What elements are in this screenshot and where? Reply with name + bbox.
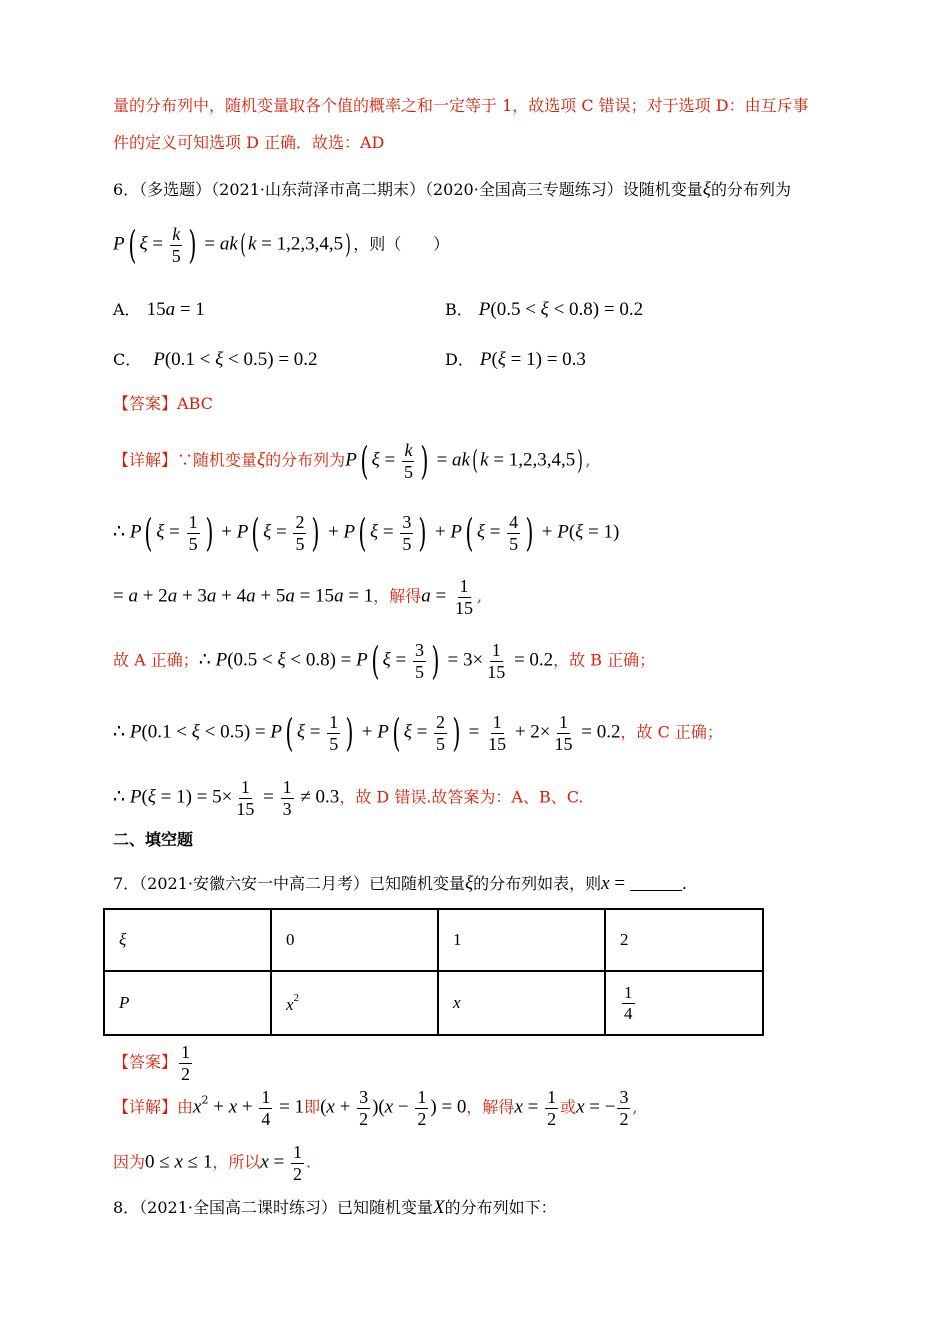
table-cell: P [104,971,271,1035]
q6-sum-line: ∴ P( ξ = $\frac{1}{5}$ ) + P( ξ = $\frac{2}{5}$ ) + P( ξ = $\frac{3}{5}$ ) + P( ξ = $\frac{4}{5}$ ) + P(ξ = 1) [113,511,620,556]
q7-conclusion: 因为0 ≤ x ≤ 1，所以x = $\frac{1}{2}$ . [113,1142,312,1184]
table-cell: $x^2$ [271,971,438,1035]
q7-answer: 【答案】 $\frac{1}{2}$ [113,1042,191,1084]
table-cell: ξ [104,909,271,971]
answer-blank [630,874,682,891]
q7-stem: 7．（2021·安徽六安一中高二月考）已知随机变量ξ的分布列如表，则x = . [113,873,687,894]
table-cell: 1 [438,909,605,971]
table-row [104,971,763,1035]
section-title: 二、填空题 [113,830,194,849]
prev-solution-line-2: 件的定义可知选项 D 正确．故选：AD [113,133,385,152]
q7-detail: 【详解】由$x^2 + x$ + $\frac{1}{4}$ = 1即(x + $\frac{3}{2}$ )(x − $\frac{1}{2}$ ) = 0，解得x = $\frac{1}{2}$ 或x = − $\frac{3}{2}$ , [113,1087,638,1129]
q6-c-line: ∴ P(0.1 < ξ < 0.5) = P( ξ = $\frac{1}{5}$ ) + P( ξ = $\frac{2}{5}$ ) = $\frac{1}{15}$ + 2× $\frac{1}{15}$ = 0.2，故 C 正确； [113,711,723,756]
table-cell: 0 [271,909,438,971]
q6-formula: P( ξ = $\frac{k}{5}$ ) = ak( k = 1,2,3,4,5) ，则（ ） [113,223,450,268]
q6-stem: 6．（多选题）（2021·山东菏泽市高二期末）（2020·全国高三专题练习）设随机变量ξ的分布列为 [113,179,791,200]
table-cell: x [438,971,605,1035]
table-cell: $\frac{1}{4}$ [605,971,763,1035]
table-cell: 2 [605,909,763,971]
q6-b-line: 故 A 正确；∴ P(0.5 < ξ < 0.8) = P( ξ = $\frac{3}{5}$ ) = 3× $\frac{1}{15}$ = 0.2，故 B 正确； [113,639,656,684]
option-d: D． P(ξ = 1) = 0.3 [445,349,586,370]
option-a: A． 15a = 1 [113,299,205,320]
distribution-table [103,908,764,1036]
q6-answer: 【答案】ABC [113,394,213,413]
q6-detail-intro: 【详解】∵随机变量ξ的分布列为P( ξ = $\frac{k}{5}$ ) = ak( k = 1,2,3,4,5) , [113,439,591,484]
option-c: C． P(0.1 < ξ < 0.5) = 0.2 [113,349,318,370]
q6-solve-line: = a + 2a + 3a + 4a + 5a = 15a = 1，解得a = $\frac{1}{15}$ , [113,576,483,618]
option-b: B． P(0.5 < ξ < 0.8) = 0.2 [445,299,644,320]
table-row [104,909,763,971]
q6-d-line: ∴ P(ξ = 1) = 5× $\frac{1}{15}$ = $\frac{1}{3}$ ≠ 0.3，故 D 错误.故答案为：A、B、C. [113,777,584,819]
prev-solution-line-1: 量的分布列中，随机变量取各个值的概率之和一定等于 1，故选项 C 错误；对于选项 D：由互斥事 [113,96,809,115]
q8-stem: 8．（2021·全国高二课时练习）已知随机变量X的分布列如下： [113,1197,557,1218]
